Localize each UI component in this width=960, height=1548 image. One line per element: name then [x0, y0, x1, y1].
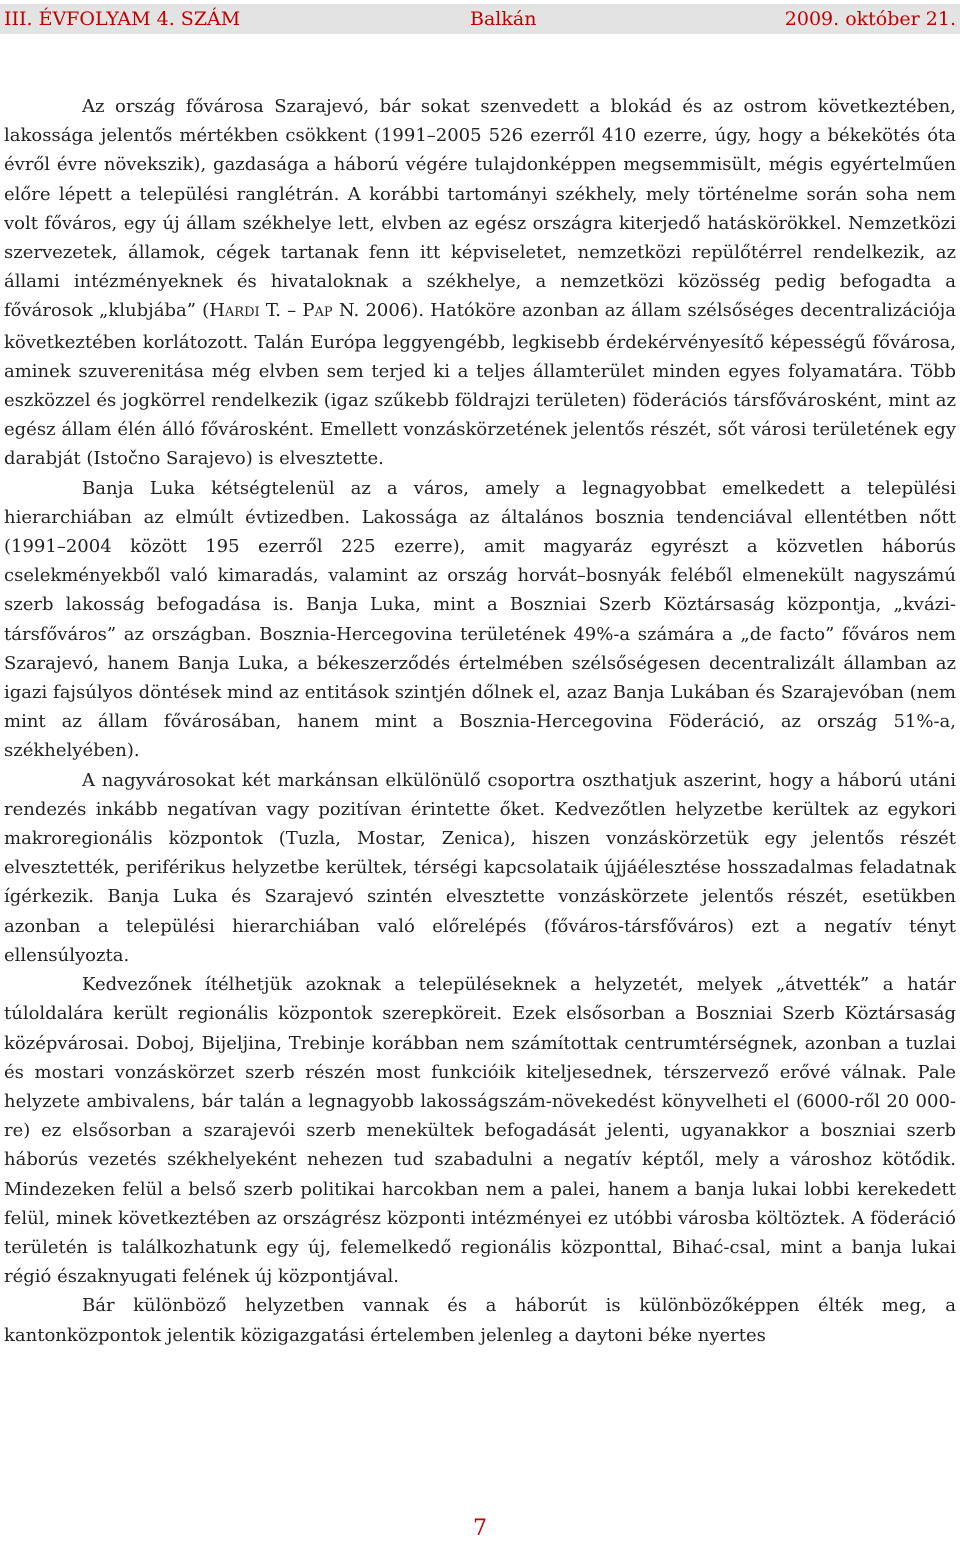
header-date: 2009. október 21.	[784, 8, 956, 30]
article-body	[4, 92, 956, 1350]
paragraph-5: Bár különböző helyzetben vannak és a háborút is különbözőképpen élték meg, a kantonközpontok jelentik közigazgatási értelemben jelenleg a daytoni béke nyertes	[4, 1295, 956, 1346]
page-number: 7	[473, 1516, 487, 1541]
citation-author-2: PAP	[302, 300, 333, 322]
header-section: Balkán	[470, 8, 537, 30]
paragraph-1-text: Az ország fővárosa Szarajevó, bár sokat szenvedett a blokád és az ostrom következtében, lakossága jelentős mértékben csökkent (1991–2005 526 ezerről 410 ezerre, úgy, hogy a békekötés óta évről évre növekszik), gazdasága a háború végére tulajdonképpen megsemmisült, mégis egyértelműen előre lépett a települési ranglétrán. A korábbi tartományi székhely, mely történelme során soha nem volt főváros, egy új állam székhelye lett, elvben az egész országra kiterjedő hatáskörökkel. Nemzetközi szervezetek, államok, cégek tartanak fenn itt képviseletet, nemzetközi repülőtérrel rendelkezik, az állami intézményeknek és hivataloknak a székhelye, a nemzetközi közösség pedig befogadta a fővárosok „klubjába” (	[4, 96, 956, 322]
paragraph-1	[4, 92, 956, 474]
paragraph-4: Kedvezőnek ítélhetjük azoknak a településeknek a helyzetét, melyek „átvették” a határ túloldalára került regionális központok szerepköreit. Ezek elsősorban a Boszniai Szerb Köztársaság középvárosai. Doboj, Bijeljina, Trebinje korábban nem számítottak centrumtérségnek, azonban a tuzlai és mostari vonzáskörzet szerb részén most funkcióik kiteljesednek, térszervező erővé válnak. Pale helyzete ambivalens, bár talán a legnagyobb lakosságszám-növekedést könyvelheti el (6000-ről 20 000-re) ez elsősorban a szarajevói szerb menekültek befogadását jelenti, ugyanakkor a boszniai szerb háborús vezetés székhelyeként nehezen tud szabadulni a negatív képtől, mely a városhoz kötődik. Mindezeken felül a belső szerb politikai harcokban nem a palei, hanem a banja lukai lobbi kerekedett felül, minek következtében az országrész központi intézményei ez utóbbi városba költöztek. A föderáció területén is találkozhatunk egy új, felemelkedő regionális központtal, Bihać-csal, mint a banja lukai régió északnyugati felének új központjával.	[4, 974, 956, 1288]
citation-author-2-given: N. 2006)	[332, 300, 419, 322]
paragraph-1-continuation: . Hatóköre azonban az állam szélsőséges decentralizációja következtében korlátozott. Talán Európa leggyengébb, legkisebb érdekérvényesítő képességű fővárosa, aminek szuverenitása még elvben sem terjed ki a teljes államterület minden egyes folyamatára. Több eszközzel és jogkörrel rendelkezik (igaz szűkebb földrajzi területen) föderációs társfővárosként, mint az egész állam élén álló fővárosként. Emellett vonzáskörzetének jelentős részét, sőt városi területének egy darabját (Istočno Sarajevo) is elvesztette.	[4, 300, 956, 470]
header-volume: III. ÉVFOLYAM 4. SZÁM	[4, 8, 241, 30]
citation-author-1-given: T. –	[259, 300, 303, 322]
citation-author-1: HARDI	[209, 300, 260, 322]
running-header	[0, 4, 960, 34]
paragraph-2: Banja Luka kétségtelenül az a város, amely a legnagyobbat emelkedett a települési hierarchiában az elmúlt évtizedben. Lakossága az általános bosznia tendenciával ellentétben nőtt (1991–2004 között 195 ezerről 225 ezerre), amit magyaráz egyrészt a közvetlen háborús cselekményekből való kimaradás, valamint az ország horvát–bosnyák feléből elmenekült nagyszámú szerb lakosság befogadása is. Banja Luka, mint a Boszniai Szerb Köztársaság központja, „kvázi-társfőváros” az országban. Bosznia-Hercegovina területének 49%-a számára a „de facto” főváros nem Szarajevó, hanem Banja Luka, a békeszerződés értelmében szélsőségesen decentralizált államban az igazi fajsúlyos döntések mind az entitások szintjén dőlnek el, azaz Banja Lukában és Szarajevóban (nem mint az állam fővárosában, hanem mint a Bosznia-Hercegovina Föderáció, az ország 51%-a, székhelyében).	[4, 477, 956, 762]
paragraph-3: A nagyvárosokat két markánsan elkülönülő csoportra oszthatjuk aszerint, hogy a háború utáni rendezés inkább negatívan vagy pozitívan érintette őket. Kedvezőtlen helyzetbe kerültek az egykori makroregionális központok (Tuzla, Mostar, Zenica), hiszen vonzáskörzetük egy jelentős részét elvesztették, periférikus helyzetbe kerültek, térségi kapcsolataik újjáélesztése hosszadalmas feladatnak ígérkezik. Banja Luka és Szarajevó szintén elvesztette vonzáskörzete jelentős részét, esetükben azonban a települési hierarchiában való előrelépés (főváros-társfőváros) ezt a negatív tényt ellensúlyozta.	[4, 769, 956, 966]
